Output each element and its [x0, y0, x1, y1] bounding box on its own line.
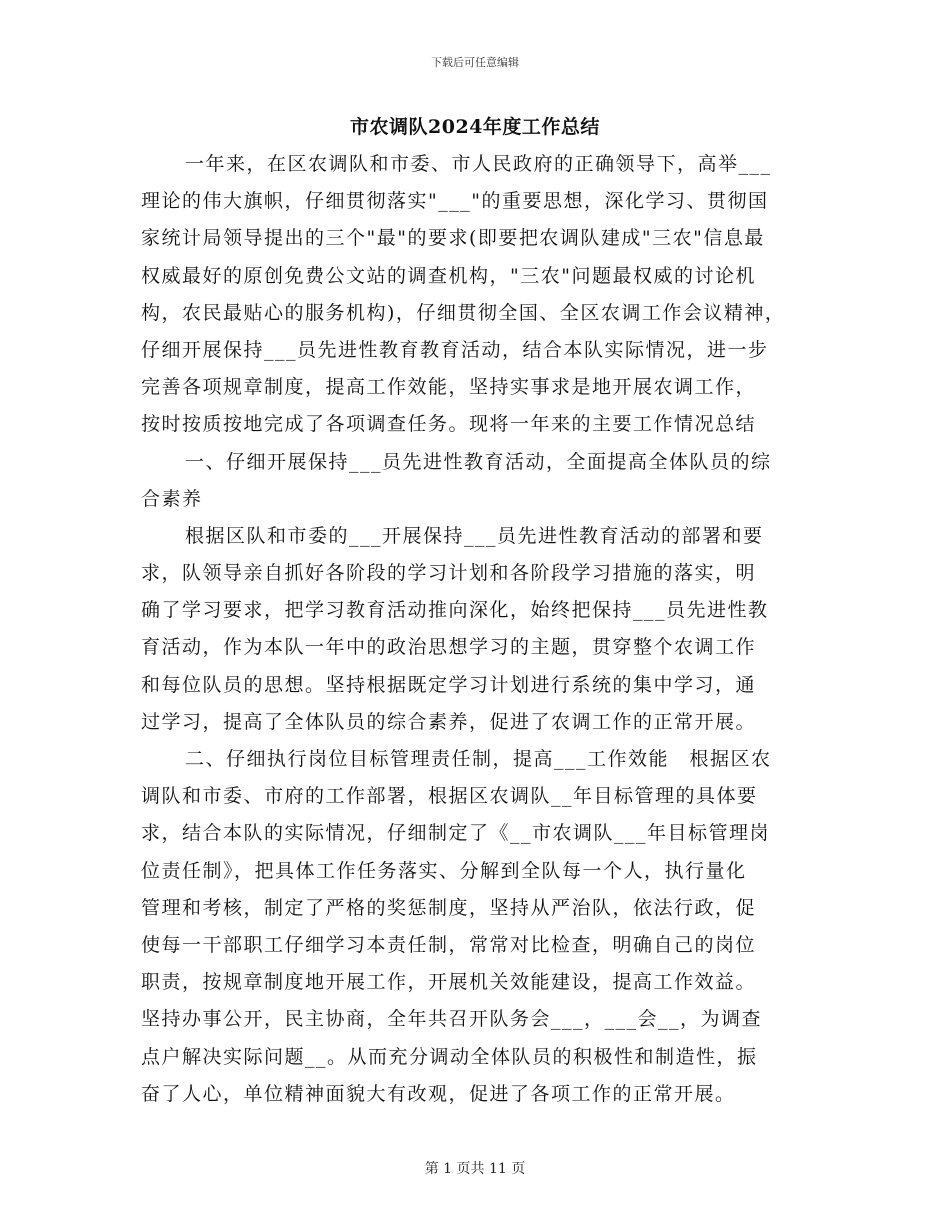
body-line: 一年来，在区农调队和市委、市人民政府的正确领导下，高举___: [185, 153, 772, 175]
body-line: 过学习，提高了全体队员的综合素养，促进了农调工作的正常开展。: [141, 710, 757, 733]
body-line: 育活动，作为本队一年中的政治思想学习的主题，贯穿整个农调工作: [141, 636, 757, 659]
document-title: 市农调队2024年度工作总结: [350, 116, 600, 138]
document-body: [141, 146, 816, 1113]
body-line: 构，农民最贴心的服务机构)，仔细贯彻全国、全区农调工作会议精神，: [141, 301, 786, 324]
section-heading-1-cont: 合素养: [141, 487, 203, 510]
body-line: 权威最好的原创免费公文站的调查机构，"三农"问题最权威的讨论机: [141, 264, 756, 287]
body-line: 求，结合本队的实际情况，仔细制定了《__市农调队___年目标管理岗: [141, 822, 771, 845]
body-line: 仔细开展保持___员先进性教育教育活动，结合本队实际情况，进一步: [141, 338, 769, 361]
section-heading-2: 二、仔细执行岗位目标管理责任制，提高___工作效能 根据区农: [185, 748, 772, 770]
body-line: 坚持办事公开，民主协商，全年共召开队务会___，___会__，为调查: [141, 1008, 763, 1031]
body-line: 使每一干部职工仔细学习本责任制，常常对比检查，明确自己的岗位: [141, 933, 757, 956]
body-line: 调队和市委、市府的工作部署，根据区农调队__年目标管理的具体要: [141, 785, 758, 808]
body-line: 理论的伟大旗帜，仔细贯彻落实"___"的重要思想，深化学习、贯彻国: [141, 190, 769, 213]
body-line: 位责任制》，把具体工作任务落实、分解到全队每一个人，执行量化: [141, 859, 747, 882]
body-line: 完善各项规章制度，提高工作效能，坚持实事求是地开展农调工作，: [141, 376, 757, 399]
page-number: 第 1 页共 11 页: [424, 1161, 526, 1177]
body-line: 职责，按规章制度地开展工作，开展机关效能建设，提高工作效益。: [141, 971, 757, 994]
body-line: 和每位队员的思想。坚持根据既定学习计划进行系统的集中学习，通: [141, 673, 757, 696]
page-header-note: 下载后可任意编辑: [431, 56, 519, 69]
body-line: 家统计局领导提出的三个"最"的要求(即要把农调队建成"三农"信息最: [141, 227, 765, 250]
body-line: 奋了人心，单位精神面貌大有改观，促进了各项工作的正常开展。: [141, 1082, 736, 1105]
body-line: 求，队领导亲自抓好各阶段的学习计划和各阶段学习措施的落实，明: [141, 562, 757, 585]
body-line: 确了学习要求，把学习教育活动推向深化，始终把保持___员先进性教: [141, 599, 769, 622]
section-heading-1: 一、仔细开展保持___员先进性教育活动，全面提高全体队员的综: [185, 450, 772, 473]
body-line: 点户解决实际问题__。从而充分调动全体队员的积极性和制造性，振: [141, 1045, 758, 1068]
body-line: 管理和考核，制定了严格的奖惩制度，坚持从严治队，依法行政，促: [141, 896, 757, 919]
body-line: 按时按质按地完成了各项调查任务。现将一年来的主要工作情况总结: [141, 413, 757, 436]
body-line: 根据区队和市委的___开展保持___员先进性教育活动的部署和要: [185, 524, 764, 547]
